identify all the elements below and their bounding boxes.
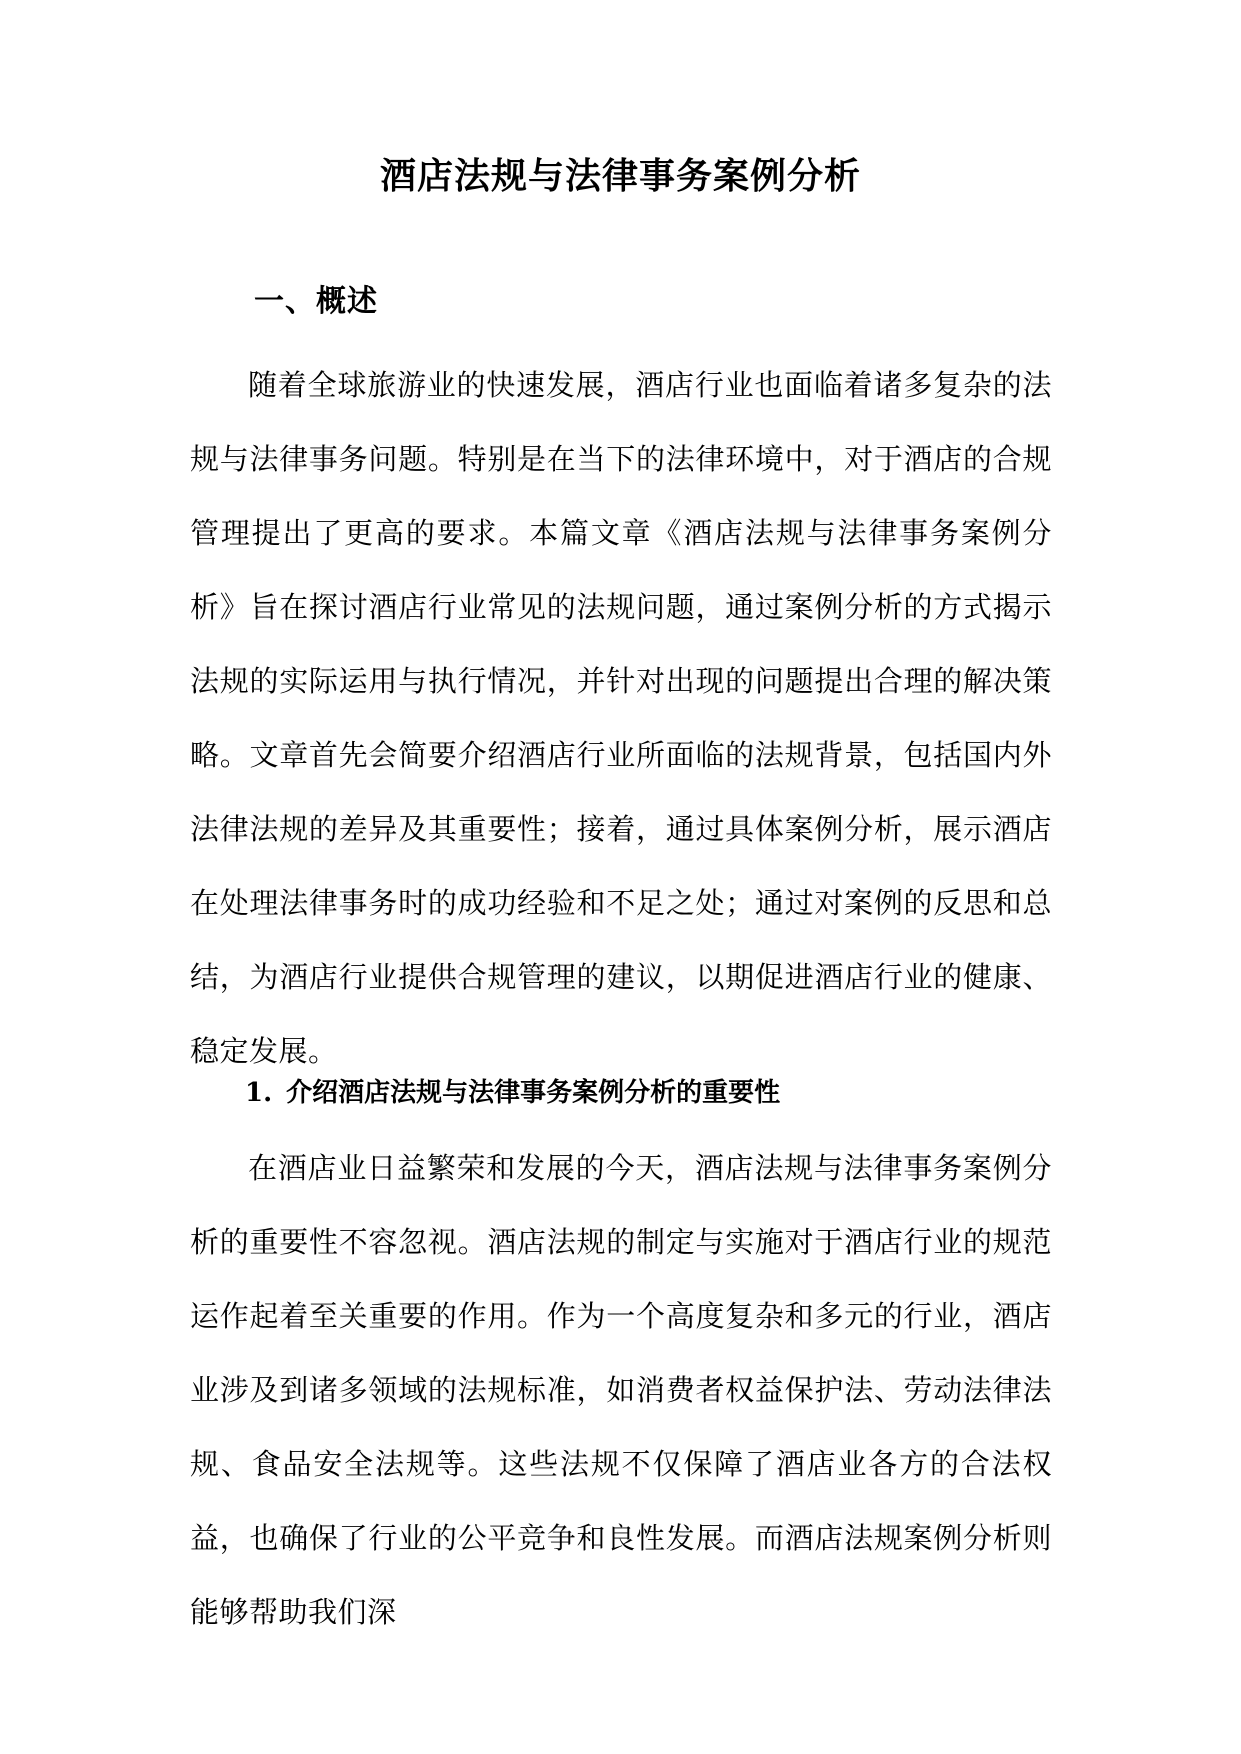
- overview-paragraph: 随着全球旅游业的快速发展，酒店行业也面临着诸多复杂的法规与法律事务问题。特别是在当下的法律环境中，对于酒店的合规管理提出了更高的要求。本篇文章《酒店法规与法律事务案例分析》旨在探讨酒店行业常见的法规问题，通过案例分析的方式揭示法规的实际运用与执行情况，并针对出现的问题提出合理的解决策略。文章首先会简要介绍酒店行业所面临的法规背景，包括国内外法律法规的差异及其重要性；接着，通过具体案例分析，展示酒店在处理法律事务时的成功经验和不足之处；通过对案例的反思和总结，为酒店行业提供合规管理的建议，以期促进酒店行业的健康、稳定发展。: [190, 368, 1052, 1068]
- document-title: 酒店法规与法律事务案例分析: [379, 155, 861, 197]
- importance-paragraph: 在酒店业日益繁荣和发展的今天，酒店法规与法律事务案例分析的重要性不容忽视。酒店法规的制定与实施对于酒店行业的规范运作起着至关重要的作用。作为一个高度复杂和多元的行业，酒店业涉及到诸多领域的法规标准，如消费者权益保护法、劳动法律法规、食品安全法规等。这些法规不仅保障了酒店业各方的合法权益，也确保了行业的公平竞争和良性发展。而酒店法规案例分析则能够帮助我们深: [190, 1151, 1052, 1629]
- subsection-heading-text: 介绍酒店法规与法律事务案例分析的重要性: [286, 1078, 781, 1108]
- subsection-number: 1.: [245, 1078, 273, 1108]
- subsection-heading-importance: [245, 1073, 780, 1113]
- section-heading-overview: 一、概述: [254, 284, 378, 319]
